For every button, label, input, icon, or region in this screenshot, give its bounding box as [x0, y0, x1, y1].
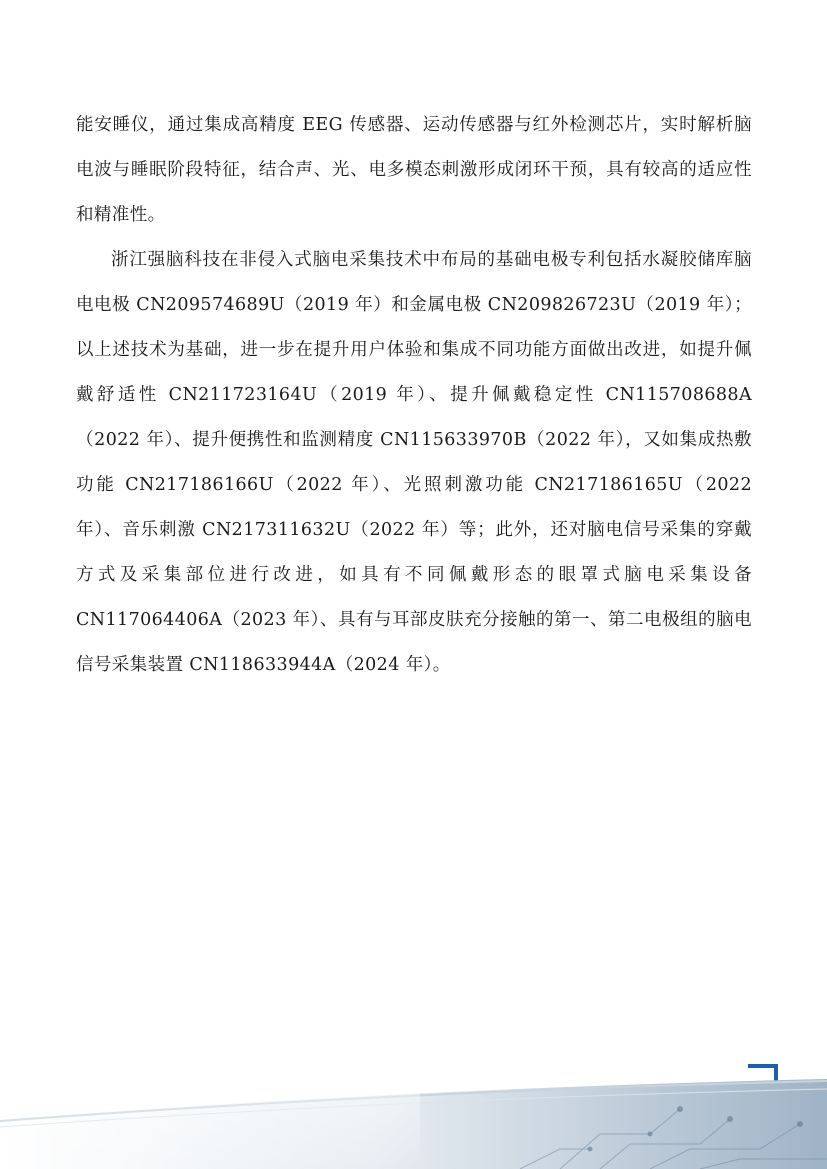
- paragraph-continuation: 能安睡仪，通过集成高精度 EEG 传感器、运动传感器与红外检测芯片，实时解析脑电波与睡眠阶段特征，结合声、光、电多模态刺激形成闭环干预，具有较高的适应性和精准性。: [76, 115, 752, 225]
- footer-circuit-decoration: [0, 1079, 827, 1169]
- body-text: [76, 103, 752, 688]
- paragraph-patents: 浙江强脑科技在非侵入式脑电采集技术中布局的基础电极专利包括水凝胶储库脑电电极 CN209574689U（2019 年）和金属电极 CN209826723U（2019 年）；以上述技术为基础，进一步在提升用户体验和集成不同功能方面做出改进，如提升佩戴舒适性 CN211723164U（2019 年）、提升佩戴稳定性 CN115708688A（2022 年）、提升便携性和监测精度 CN115633970B（2022 年），又如集成热敷功能 CN217186166U（2022 年）、光照刺激功能 CN217186165U（2022 年）、音乐刺激 CN217311632U（2022 年）等；此外，还对脑电信号采集的穿戴方式及采集部位进行改进，如具有不同佩戴形态的眼罩式脑电采集设备 CN117064406A（2023 年）、具有与耳部皮肤充分接触的第一、第二电极组的脑电信号采集装置 CN118633944A（2024 年）。: [76, 250, 752, 675]
